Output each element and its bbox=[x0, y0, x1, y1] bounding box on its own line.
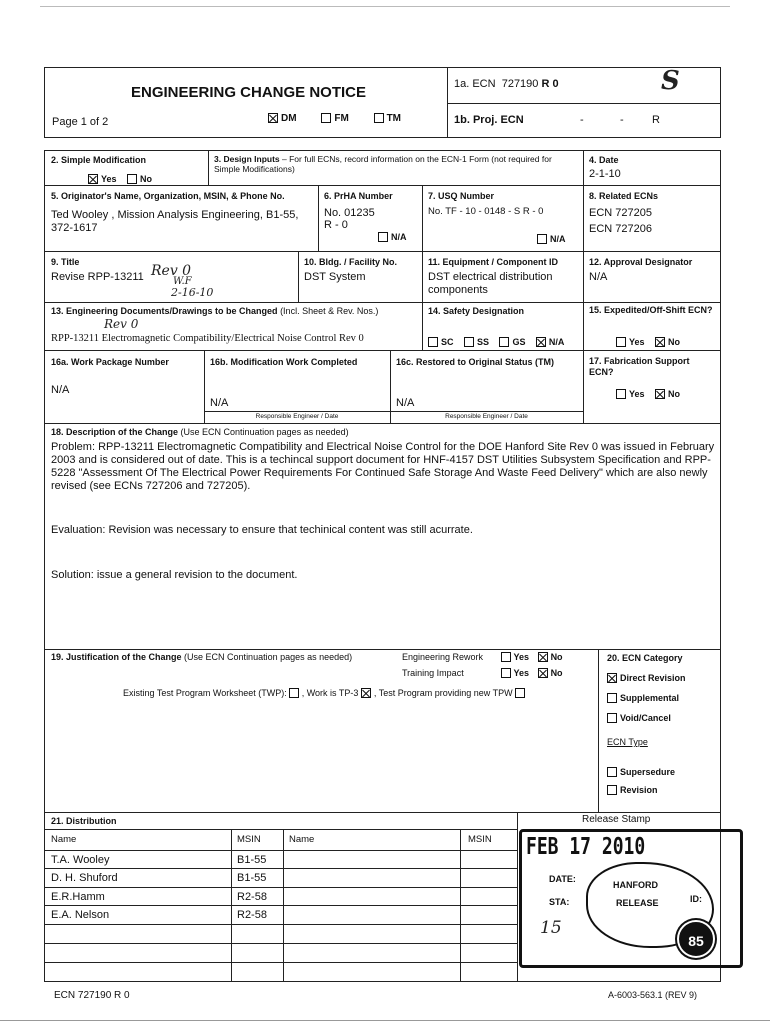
stamp-sta-label: STA: bbox=[549, 897, 570, 907]
proj-ecn: 1b. Proj. ECN - - R bbox=[454, 114, 660, 126]
safety-sc[interactable]: SC bbox=[428, 337, 454, 347]
simple-mod-yes[interactable]: Yes bbox=[88, 174, 117, 184]
originator-value: Ted Wooley , Mission Analysis Engineering, B1-55, 372-1617 bbox=[51, 209, 299, 234]
fabrication-yes-checkbox[interactable] bbox=[616, 389, 626, 399]
restored-value: N/A bbox=[396, 397, 415, 409]
safety-options bbox=[428, 332, 570, 350]
release-stamp-label: Release Stamp bbox=[582, 814, 651, 825]
design-inputs: 3. Design Inputs – For full ECNs, record information on the ECN-1 Form (not required for Simple Modifications) bbox=[214, 154, 552, 174]
expedited-no[interactable]: No bbox=[655, 337, 680, 347]
tm-checkbox[interactable] bbox=[374, 113, 384, 123]
safety-sc-checkbox[interactable] bbox=[428, 337, 438, 347]
dist-row-3-msin: R2-58 bbox=[237, 891, 267, 903]
safety-gs-checkbox[interactable] bbox=[499, 337, 509, 347]
simple-mod-no-checkbox[interactable] bbox=[127, 174, 137, 184]
training-yes[interactable]: Yes bbox=[501, 668, 530, 678]
dist-header-msin-2: MSIN bbox=[468, 834, 492, 845]
type-dm-option[interactable]: DM bbox=[268, 113, 297, 124]
eng-docs-handwritten-rev: Rev 0 bbox=[104, 317, 139, 331]
related-ecn-1: ECN 727205 bbox=[589, 207, 652, 219]
title-handwritten-initials: W.F bbox=[173, 276, 192, 287]
description-problem: Problem: RPP-13211 Electromagnetic Compatibility and Electrical Noise Control for the DOE Hanford Site Rev 0 was issued in February 2003 and is considered out of date. This is a techincal support document for HNF-4157 DST Utilities Subsystem Specification and RPP-5228 "Assessment Of The Electrical Power Requirements For Continued Safe Storage And Waste Feed Delivery" which are also newly revised (see ECNs 727206 and 727205). bbox=[51, 441, 715, 492]
engineering-rework: Engineering Rework Yes No bbox=[402, 652, 563, 662]
title-label: 9. Title bbox=[51, 257, 80, 267]
fabrication-no-checkbox[interactable] bbox=[655, 389, 665, 399]
equipment-label: 11. Equipment / Component ID bbox=[428, 257, 559, 267]
training-no-checkbox[interactable] bbox=[538, 668, 548, 678]
expedited-no-checkbox[interactable] bbox=[655, 337, 665, 347]
fabrication-label: 17. Fabrication Support ECN? bbox=[589, 356, 690, 377]
supersedure-checkbox[interactable] bbox=[607, 767, 617, 777]
usq-value: No. TF - 10 - 0148 - S R - 0 bbox=[428, 206, 544, 217]
expedited-yes[interactable]: Yes bbox=[616, 337, 645, 347]
ecn-type-options bbox=[268, 113, 401, 124]
ecn-category-options bbox=[607, 668, 686, 728]
dist-row-1-name: T.A. Wooley bbox=[51, 854, 110, 866]
mod-work-signature-line: Responsible Engineer / Date bbox=[255, 413, 339, 420]
dist-row-2-name: D. H. Shuford bbox=[51, 872, 118, 884]
tp3-checkbox[interactable] bbox=[361, 688, 371, 698]
revision-checkbox[interactable] bbox=[607, 785, 617, 795]
title-handwritten-rev: Rev 0 bbox=[151, 263, 192, 279]
description-solution: Solution: issue a general revision to the document. bbox=[51, 569, 298, 581]
footer-form-number: A-6003-563.1 (REV 9) bbox=[608, 990, 698, 1000]
mod-work-label: 16b. Modification Work Completed bbox=[210, 357, 358, 367]
rework-yes[interactable]: Yes bbox=[501, 652, 530, 662]
type-tm-option[interactable]: TM bbox=[374, 113, 401, 124]
ecn-handmark: S bbox=[661, 66, 680, 96]
fabrication-yes[interactable]: Yes bbox=[616, 389, 645, 399]
type-supersedure[interactable]: Supersedure bbox=[607, 763, 675, 781]
eng-docs-value: RPP-13211 Electromagnetic Compatibility/Electrical Noise Control Rev 0 bbox=[51, 333, 364, 344]
bldg-label: 10. Bldg. / Facility No. bbox=[304, 257, 398, 267]
approval-value: N/A bbox=[589, 271, 608, 283]
prha-na[interactable]: N/A bbox=[378, 232, 407, 242]
training-yes-checkbox[interactable] bbox=[501, 668, 511, 678]
restored-signature-line: Responsible Engineer / Date bbox=[445, 413, 528, 420]
date-label: 4. Date bbox=[589, 155, 619, 165]
stamp-sta-value: 15 bbox=[540, 918, 562, 938]
category-void-cancel[interactable]: Void/Cancel bbox=[607, 708, 686, 728]
prha-label: 6. PrHA Number bbox=[324, 191, 393, 201]
dist-header-name-1: Name bbox=[51, 834, 77, 845]
stamp-badge: 85 bbox=[679, 922, 713, 956]
rework-no[interactable]: No bbox=[538, 652, 563, 662]
description-label: 18. Description of the Change (Use ECN Continuation pages as needed) bbox=[51, 427, 349, 437]
expedited-options bbox=[616, 332, 686, 350]
simple-mod-options bbox=[88, 169, 158, 187]
scan-edge-top bbox=[40, 6, 730, 7]
prha-number: No. 01235 bbox=[324, 207, 375, 219]
new-tpw-checkbox[interactable] bbox=[515, 688, 525, 698]
safety-ss-checkbox[interactable] bbox=[464, 337, 474, 347]
prha-rev: R - 0 bbox=[324, 219, 348, 231]
dm-checkbox[interactable] bbox=[268, 113, 278, 123]
work-package-label: 16a. Work Package Number bbox=[51, 357, 169, 367]
supplemental-checkbox[interactable] bbox=[607, 693, 617, 703]
mod-work-value: N/A bbox=[210, 397, 229, 409]
bldg-value: DST System bbox=[304, 271, 366, 283]
fabrication-options bbox=[616, 384, 686, 402]
description-evaluation: Evaluation: Revision was necessary to ensure that techinical content was still acurrate. bbox=[51, 524, 473, 536]
usq-na-checkbox[interactable] bbox=[537, 234, 547, 244]
training-impact: Training Impact Yes No bbox=[402, 668, 563, 678]
fm-checkbox[interactable] bbox=[321, 113, 331, 123]
title-value: Revise RPP-13211 bbox=[51, 271, 144, 283]
dist-row-1-msin: B1-55 bbox=[237, 854, 267, 866]
eng-docs-label: 13. Engineering Documents/Drawings to be Changed (Incl. Sheet & Rev. Nos.) bbox=[51, 306, 379, 316]
equipment-value: DST electrical distribution components bbox=[428, 271, 553, 296]
dist-header-name-2: Name bbox=[289, 834, 315, 845]
prha-na-checkbox[interactable] bbox=[378, 232, 388, 242]
category-direct-revision[interactable]: Direct Revision bbox=[607, 668, 686, 688]
dist-row-2-msin: B1-55 bbox=[237, 872, 267, 884]
stamp-release: RELEASE bbox=[616, 898, 659, 908]
justification-label: 19. Justification of the Change (Use ECN Continuation pages as needed) bbox=[51, 652, 353, 662]
dist-header-msin-1: MSIN bbox=[237, 834, 261, 845]
safety-ss[interactable]: SS bbox=[464, 337, 489, 347]
category-supplemental[interactable]: Supplemental bbox=[607, 688, 686, 708]
usq-label: 7. USQ Number bbox=[428, 191, 495, 201]
footer-ecn: ECN 727190 R 0 bbox=[54, 990, 130, 1001]
expedited-yes-checkbox[interactable] bbox=[616, 337, 626, 347]
stamp-id-label: ID: bbox=[690, 894, 702, 904]
scan-edge-bottom bbox=[0, 1020, 770, 1021]
stamp-hanford: HANFORD bbox=[613, 880, 658, 890]
ecn-category-label: 20. ECN Category bbox=[607, 653, 683, 663]
page-title: ENGINEERING CHANGE NOTICE bbox=[131, 84, 367, 101]
simple-mod-no[interactable]: No bbox=[127, 174, 152, 184]
ecn-number: 1a. ECN 727190 R 0 bbox=[454, 78, 559, 90]
type-fm-option[interactable]: FM bbox=[321, 113, 348, 124]
simple-mod-label: 2. Simple Modification bbox=[51, 155, 147, 165]
release-date-stamp: FEB 17 2010 bbox=[526, 833, 646, 861]
simple-mod-yes-checkbox[interactable] bbox=[88, 174, 98, 184]
type-revision[interactable]: Revision bbox=[607, 781, 675, 799]
date-value: 2-1-10 bbox=[589, 168, 621, 180]
distribution-label: 21. Distribution bbox=[51, 816, 117, 826]
title-handwritten-date: 2-16-10 bbox=[171, 286, 214, 299]
related-ecn-2: ECN 727206 bbox=[589, 223, 652, 235]
dist-row-4-msin: R2-58 bbox=[237, 909, 267, 921]
ecn-type-options bbox=[607, 763, 675, 799]
dist-row-3-name: E.R.Hamm bbox=[51, 891, 105, 903]
safety-na[interactable]: N/A bbox=[536, 337, 565, 347]
work-package-value: N/A bbox=[51, 384, 70, 396]
safety-gs[interactable]: GS bbox=[499, 337, 525, 347]
dist-row-4-name: E.A. Nelson bbox=[51, 909, 110, 921]
test-program-line: Existing Test Program Worksheet (TWP): , Work is TP-3 , Test Program providing new TPW bbox=[123, 688, 528, 698]
ecn-type-label: ECN Type bbox=[607, 737, 648, 747]
approval-label: 12. Approval Designator bbox=[589, 257, 693, 267]
safety-na-checkbox[interactable] bbox=[536, 337, 546, 347]
direct-revision-checkbox[interactable] bbox=[607, 673, 617, 683]
usq-na[interactable]: N/A bbox=[537, 234, 566, 244]
rework-no-checkbox[interactable] bbox=[538, 652, 548, 662]
expedited-label: 15. Expedited/Off-Shift ECN? bbox=[589, 305, 713, 315]
originator-label: 5. Originator's Name, Organization, MSIN, & Phone No. bbox=[51, 191, 285, 201]
fabrication-no[interactable]: No bbox=[655, 389, 680, 399]
related-ecns-label: 8. Related ECNs bbox=[589, 191, 659, 201]
twp-checkbox[interactable] bbox=[289, 688, 299, 698]
restored-label: 16c. Restored to Original Status (TM) bbox=[396, 357, 555, 367]
safety-label: 14. Safety Designation bbox=[428, 306, 525, 316]
void-cancel-checkbox[interactable] bbox=[607, 713, 617, 723]
page-number: Page 1 of 2 bbox=[52, 116, 109, 128]
training-no[interactable]: No bbox=[538, 668, 563, 678]
rework-yes-checkbox[interactable] bbox=[501, 652, 511, 662]
stamp-date-label: DATE: bbox=[549, 874, 576, 884]
